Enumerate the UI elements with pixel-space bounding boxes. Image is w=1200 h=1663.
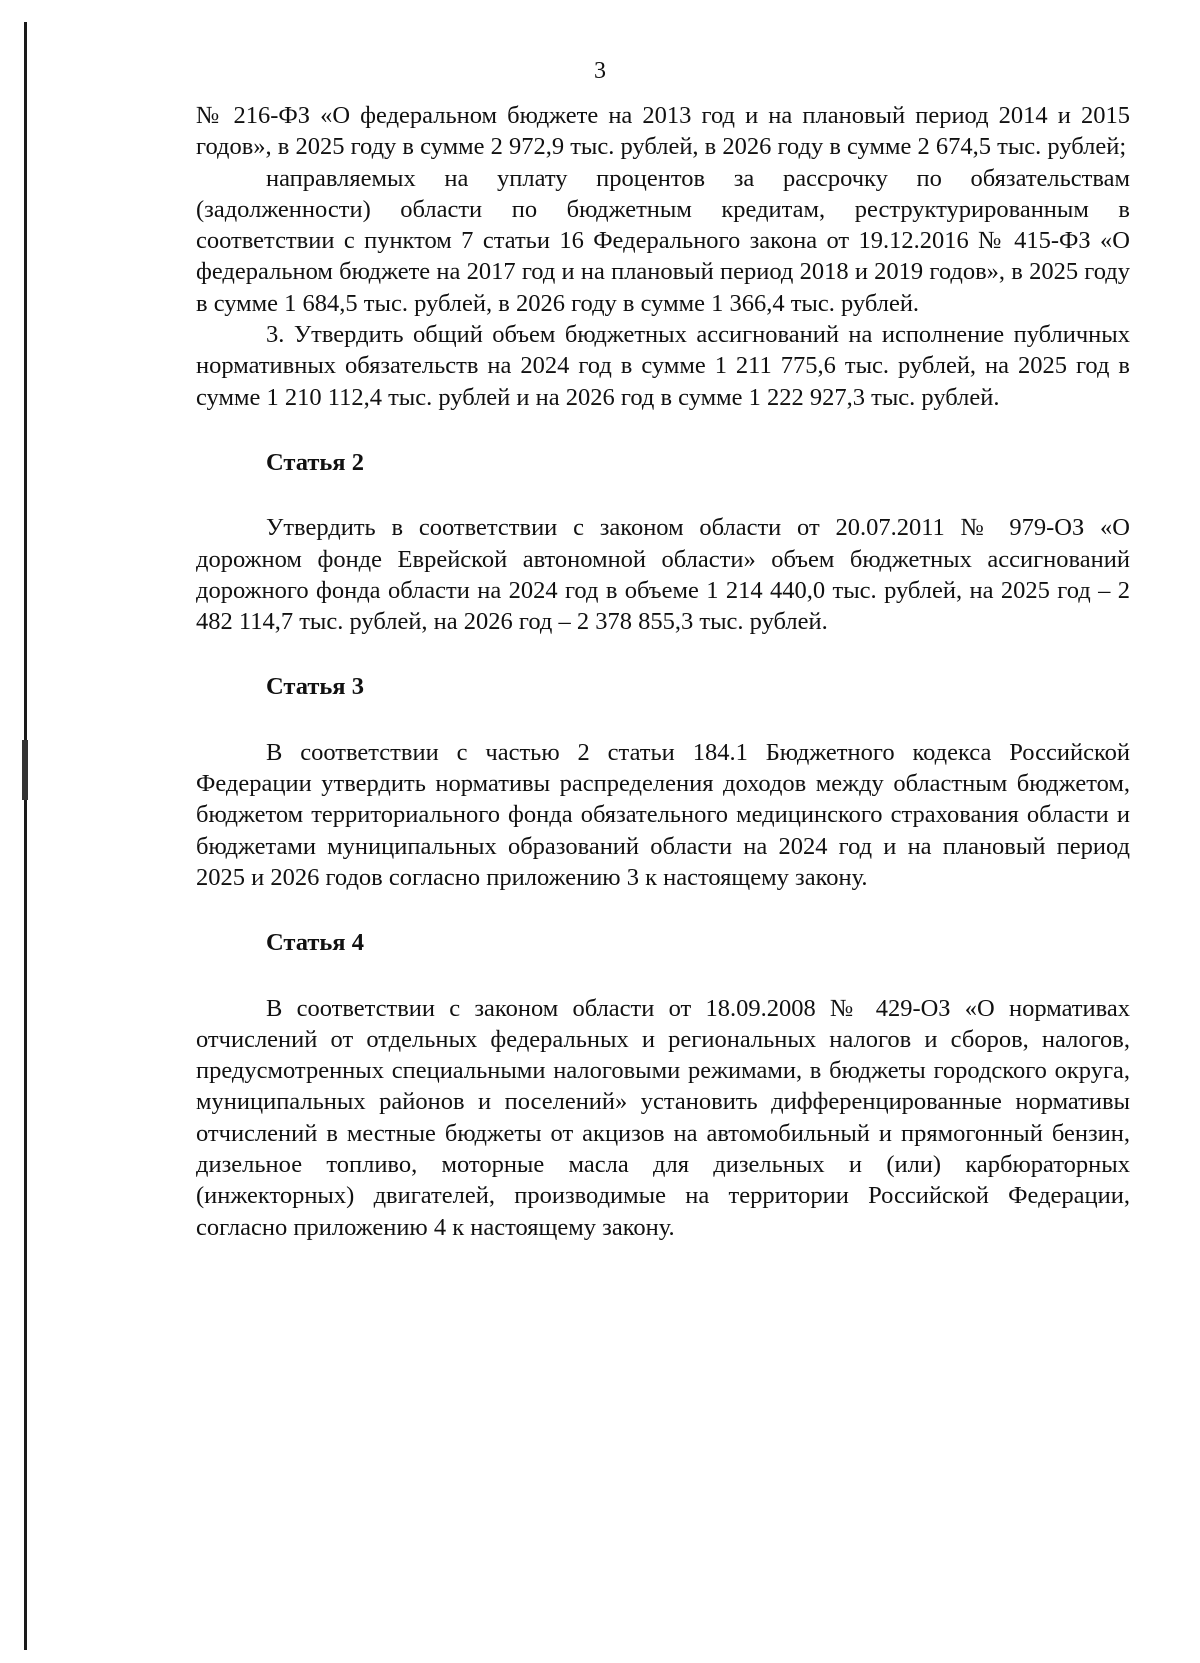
article-heading-2: Статья 2: [266, 448, 364, 476]
paragraph: направляемых на уплату процентов за рассрочку по обязательствам (задолженности) области по бюджетным кредитам, реструктурированным в соответствии с пунктом 7 статьи 16 Федерального закона от 19.12.2016 № 415-ФЗ «О федеральном бюджете на 2017 год и на плановый период 2018 и 2019 годов», в 2025 году в сумме 1 684,5 тыс. рублей, в 2026 году в сумме 1 366,4 тыс. рублей.: [196, 164, 1130, 317]
paragraph: 3. Утвердить общий объем бюджетных ассигнований на исполнение публичных нормативных обязательств на 2024 год в сумме 1 211 775,6 тыс. рублей, на 2025 год в сумме 1 210 112,4 тыс. рублей и на 2026 год в сумме 1 222 927,3 тыс. рублей.: [196, 321, 1130, 411]
article-heading-3: Статья 3: [266, 673, 364, 701]
scan-margin-mark: [22, 740, 28, 800]
paragraph: Утвердить в соответствии с законом области от 20.07.2011 № 979-ОЗ «О дорожном фонде Еврейской автономной области» объем бюджетных ассигнований дорожного фонда области на 2024 год в объеме 1 214 440,0 тыс. рублей, на 2025 год – 2 482 114,7 тыс. рублей, на 2026 год – 2 378 855,3 тыс. рублей.: [196, 514, 1130, 636]
scan-margin-line: [24, 22, 27, 1650]
paragraph: В соответствии с частью 2 статьи 184.1 Бюджетного кодекса Российской Федерации утвердить нормативы распределения доходов между областным бюджетом, бюджетом территориального фонда обязательного медицинского страхования области и бюджетами муниципальных образований области на 2024 год и на плановый период 2025 и 2026 годов согласно приложению 3 к настоящему закону.: [196, 738, 1130, 891]
paragraph: № 216-ФЗ «О федеральном бюджете на 2013 год и на плановый период 2014 и 2015 годов», в 2025 году в сумме 2 972,9 тыс. рублей, в 2026 году в сумме 2 674,5 тыс. рублей;: [196, 102, 1130, 161]
page-number: 3: [594, 58, 606, 84]
paragraph: В соответствии с законом области от 18.09.2008 № 429-ОЗ «О нормативах отчислений от отдельных федеральных и региональных налогов и сборов, налогов, предусмотренных специальными налоговыми режимами, в бюджеты городского округа, муниципальных районов и поселений» установить дифференцированные нормативы отчислений в местные бюджеты от акцизов на автомобильный и прямогонный бензин, дизельное топливо, моторные масла для дизельных и (или) карбюраторных (инжекторных) двигателей, производимые на территории Российской Федерации, согласно приложению 4 к настоящему закону.: [196, 994, 1130, 1241]
document-body: [196, 100, 1130, 1243]
article-heading-4: Статья 4: [266, 929, 364, 957]
